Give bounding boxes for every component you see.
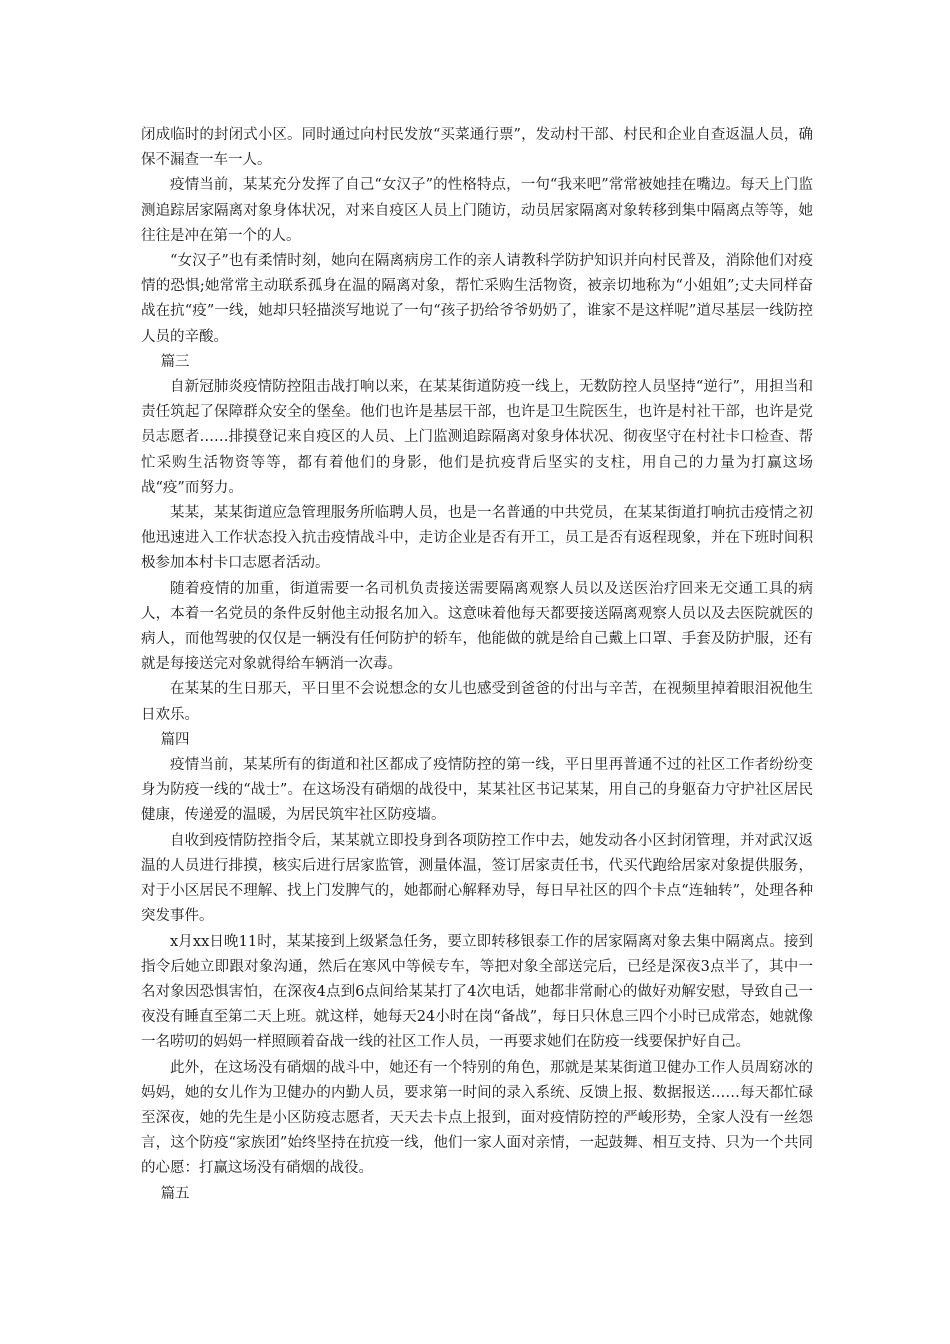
paragraph: 在某某的生日那天，平日里不会说想念的女儿也感受到爸爸的付出与辛苦，在视频里掉着眼泪祝他生日欢乐。 <box>141 681 813 723</box>
section-heading: 篇四 <box>160 731 190 748</box>
section-heading: 篇五 <box>160 1185 190 1202</box>
paragraph: “女汉子”也有柔情时刻，她向在隔离病房工作的亲人请教科学防护知识并向村民普及，消除他们对疫情的恐惧;她常常主动联系孤身在温的隔离对象，帮忙采购生活物资，被亲切地称为“小姐姐”;丈夫同样奋战在抗“疫”一线，她却只轻描淡写地说了一句“孩子扔给爷爷奶奶了，谁家不是这样呢”道尽基层一线防控人员的辛酸。 <box>141 253 813 345</box>
paragraph: 自新冠肺炎疫情防控阻击战打响以来，在某某街道防疫一线上，无数防控人员坚持“逆行”，用担当和责任筑起了保障群众安全的堡垒。他们也许是基层干部，也许是卫生院医生，也许是村社干部，也许是党员志愿者……排摸登记来自疫区的人员、上门监测追踪隔离对象身体状况、彻夜坚守在村社卡口检查、帮忙采购生活物资等等，都有着他们的身影，他们是抗疫背后坚实的支柱，用自己的力量为打赢这场战“疫”而努力。 <box>141 379 813 496</box>
paragraph: 疫情当前，某某充分发挥了自己“女汉子”的性格特点，一句“我来吧”常常被她挂在嘴边。每天上门监测追踪居家隔离对象身体状况，对来自疫区人员上门随访，动员居家隔离对象转移到集中隔离点等等，她往往是冲在第一个的人。 <box>141 177 813 244</box>
paragraph: 此外，在这场没有硝烟的战斗中，她还有一个特别的角色，那就是某某街道卫健办工作人员周窈冰的妈妈，她的女儿作为卫健办的内勤人员，要求第一时间的录入系统、反馈上报、数据报送……每天都忙碌至深夜，她的先生是小区防疫志愿者，天天去卡点上报到，面对疫情防控的严峻形势，全家人没有一丝怨言，这个防疫“家族团”始终坚持在抗疫一线，他们一家人面对亲情，一起鼓舞、相互支持、只为一个共同的心愿：打赢这场没有硝烟的战役。 <box>141 1059 813 1177</box>
document-body <box>141 123 813 1207</box>
paragraph: 某某，某某街道应急管理服务所临聘人员，也是一名普通的中共党员，在某某街道打响抗击疫情之初他迅速进入工作状态投入抗击疫情战斗中，走访企业是否有开工，员工是否有返程现象，并在下班时间积极参加本村卡口志愿者活动。 <box>141 505 813 572</box>
paragraph-continuation: 闭成临时的封闭式小区。同时通过向村民发放“买菜通行票”，发动村干部、村民和企业自查返温人员，确保不漏查一车一人。 <box>141 127 813 169</box>
paragraph: 随着疫情的加重，街道需要一名司机负责接送需要隔离观察人员以及送医治疗回来无交通工具的病人，本着一名党员的条件反射他主动报名加入。这意味着他每天都要接送隔离观察人员以及去医院就医的病人，而他驾驶的仅仅是一辆没有任何防护的轿车，他能做的就是给自己戴上口罩、手套及防护服，还有就是每接送完对象就得给车辆消一次毒。 <box>141 580 813 673</box>
section-heading: 篇三 <box>160 353 190 370</box>
paragraph: 疫情当前，某某所有的街道和社区都成了疫情防控的第一线，平日里再普通不过的社区工作者纷纷变身为防疫一线的“战士”。在这场没有硝烟的战役中，某某社区书记某某，用自己的身躯奋力守护社区居民健康，传递爱的温暖，为居民筑牢社区防疫墙。 <box>141 757 813 824</box>
paragraph: x月xx日晚11时，某某接到上级紧急任务，要立即转移银泰工作的居家隔离对象去集中隔离点。接到指令后她立即跟对象沟通，然后在寒风中等候专车，等把对象全部送完后，已经是深夜3点半了，其中一名对象因恐惧害怕，在深夜4点到6点间给某某打了4次电话，她都非常耐心的做好劝解安慰，导致自己一夜没有睡直至第二天上班。就这样，她每天24小时在岗“备战”，每日只休息三四个小时已成常态，她就像一名唠叨的妈妈一样照顾着奋战一线的社区工作人员，一再要求她们在防疫一线要保护好自己。 <box>141 933 813 1051</box>
paragraph: 自收到疫情防控指令后，某某就立即投身到各项防控工作中去，她发动各小区封闭管理，并对武汉返温的人员进行排摸，核实后进行居家监管，测量体温，签订居家责任书，代买代跑给居家对象提供服务，对于小区居民不理解、找上门发脾气的，她都耐心解释劝导，每日早社区的四个卡点“连轴转”，处理各种突发事件。 <box>141 832 813 925</box>
